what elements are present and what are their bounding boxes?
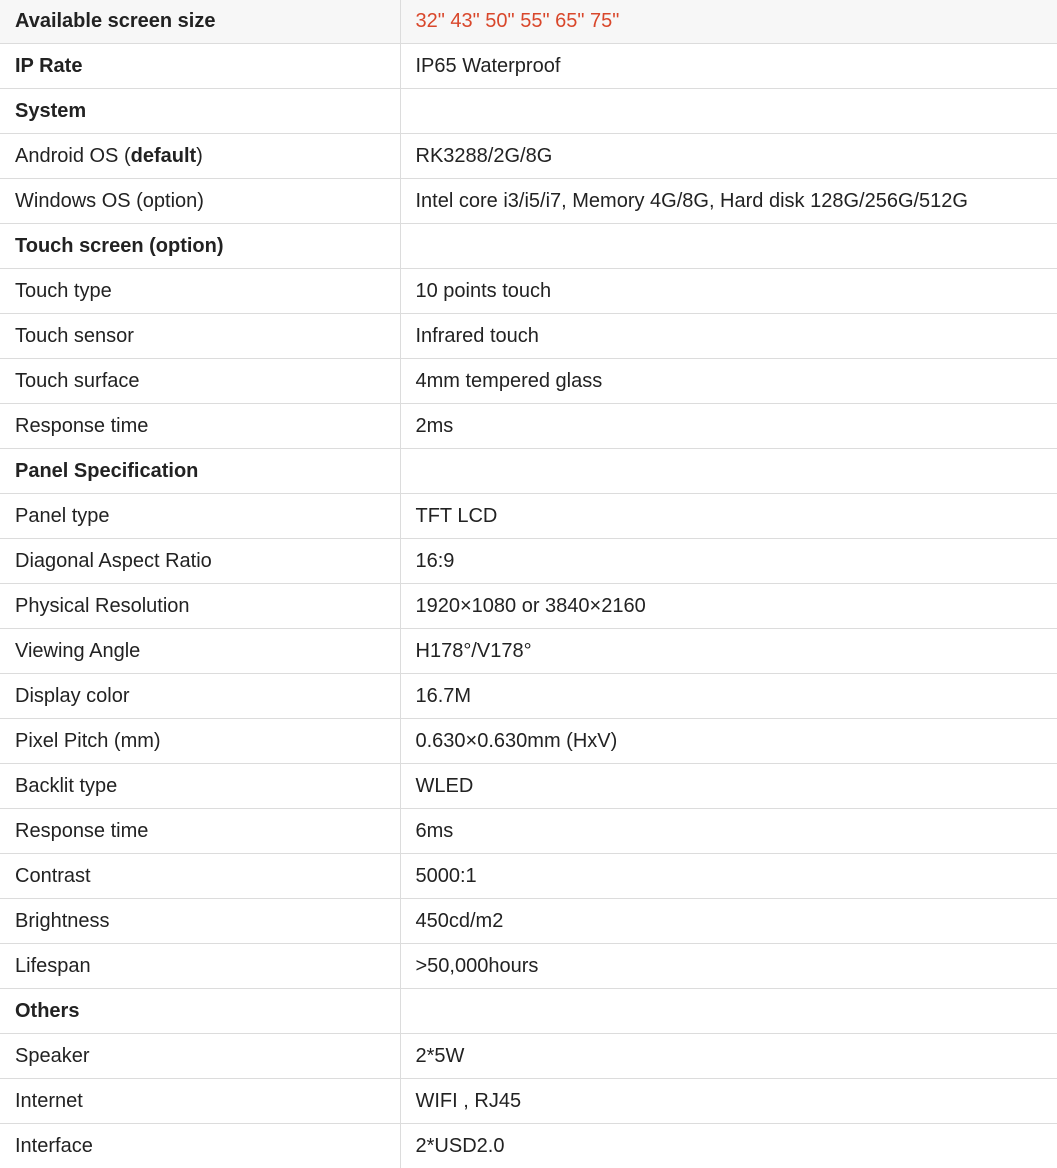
section-empty-value xyxy=(400,89,1057,134)
row-value: Infrared touch xyxy=(400,314,1057,359)
section-header-row xyxy=(0,989,1057,1034)
table-row xyxy=(0,674,1057,719)
row-label-pixel-pitch-mm: Pixel Pitch (mm) xyxy=(0,719,400,764)
row-label-display-color: Display color xyxy=(0,674,400,719)
section-empty-value xyxy=(400,989,1057,1034)
table-row xyxy=(0,0,1057,44)
row-label-backlit-type: Backlit type xyxy=(0,764,400,809)
section-title-touch-screen-option: Touch screen (option) xyxy=(0,224,400,269)
table-row xyxy=(0,809,1057,854)
row-value: WLED xyxy=(400,764,1057,809)
section-empty-value xyxy=(400,449,1057,494)
row-value: TFT LCD xyxy=(400,494,1057,539)
row-label-ip-rate: IP Rate xyxy=(0,44,400,89)
row-label-internet: Internet xyxy=(0,1079,400,1124)
row-value: IP65 Waterproof xyxy=(400,44,1057,89)
row-label-android-os xyxy=(0,134,400,179)
row-label-prefix: Android OS ( xyxy=(15,145,131,167)
row-value: 16:9 xyxy=(400,539,1057,584)
section-header-row xyxy=(0,89,1057,134)
row-label-contrast: Contrast xyxy=(0,854,400,899)
row-value: 4mm tempered glass xyxy=(400,359,1057,404)
row-value: H178°/V178° xyxy=(400,629,1057,674)
row-value: 450cd/m2 xyxy=(400,899,1057,944)
table-row xyxy=(0,314,1057,359)
table-row xyxy=(0,1079,1057,1124)
row-label-response-time: Response time xyxy=(0,809,400,854)
row-label-brightness: Brightness xyxy=(0,899,400,944)
row-label-panel-type: Panel type xyxy=(0,494,400,539)
row-value: 10 points touch xyxy=(400,269,1057,314)
table-row xyxy=(0,44,1057,89)
row-label-windows-os-option: Windows OS (option) xyxy=(0,179,400,224)
row-value: RK3288/2G/8G xyxy=(400,134,1057,179)
row-value: WIFI , RJ45 xyxy=(400,1079,1057,1124)
row-label-viewing-angle: Viewing Angle xyxy=(0,629,400,674)
row-label-suffix: ) xyxy=(196,145,203,167)
table-row xyxy=(0,404,1057,449)
row-value: 5000:1 xyxy=(400,854,1057,899)
table-row xyxy=(0,629,1057,674)
table-row xyxy=(0,1034,1057,1079)
row-label-diagonal-aspect-ratio: Diagonal Aspect Ratio xyxy=(0,539,400,584)
row-value: 0.630×0.630mm (HxV) xyxy=(400,719,1057,764)
section-title-panel-specification: Panel Specification xyxy=(0,449,400,494)
row-label-available-screen-size: Available screen size xyxy=(0,0,400,44)
row-value: 1920×1080 or 3840×2160 xyxy=(400,584,1057,629)
table-row xyxy=(0,944,1057,989)
row-label-speaker: Speaker xyxy=(0,1034,400,1079)
table-row xyxy=(0,269,1057,314)
row-label-lifespan: Lifespan xyxy=(0,944,400,989)
table-row xyxy=(0,494,1057,539)
table-row xyxy=(0,719,1057,764)
table-row xyxy=(0,134,1057,179)
section-empty-value xyxy=(400,224,1057,269)
row-label-touch-sensor: Touch sensor xyxy=(0,314,400,359)
row-value: 2ms xyxy=(400,404,1057,449)
table-row xyxy=(0,764,1057,809)
row-value: Intel core i3/i5/i7, Memory 4G/8G, Hard disk 128G/256G/512G xyxy=(400,179,1057,224)
row-label-touch-type: Touch type xyxy=(0,269,400,314)
row-value: >50,000hours xyxy=(400,944,1057,989)
row-value: 16.7M xyxy=(400,674,1057,719)
row-value: 2*5W xyxy=(400,1034,1057,1079)
section-header-row xyxy=(0,224,1057,269)
row-label-touch-surface: Touch surface xyxy=(0,359,400,404)
table-row xyxy=(0,179,1057,224)
row-value: 2*USD2.0 xyxy=(400,1124,1057,1168)
row-label-interface: Interface xyxy=(0,1124,400,1168)
section-header-row xyxy=(0,449,1057,494)
table-row xyxy=(0,359,1057,404)
table-row xyxy=(0,539,1057,584)
section-title-others: Others xyxy=(0,989,400,1034)
table-row xyxy=(0,899,1057,944)
table-row xyxy=(0,584,1057,629)
section-title-system: System xyxy=(0,89,400,134)
row-value: 32" 43" 50" 55" 65" 75" xyxy=(400,0,1057,44)
row-value: 6ms xyxy=(400,809,1057,854)
row-label-emphasis: default xyxy=(131,145,197,167)
row-label-physical-resolution: Physical Resolution xyxy=(0,584,400,629)
table-row xyxy=(0,1124,1057,1168)
table-row xyxy=(0,854,1057,899)
row-label-response-time: Response time xyxy=(0,404,400,449)
